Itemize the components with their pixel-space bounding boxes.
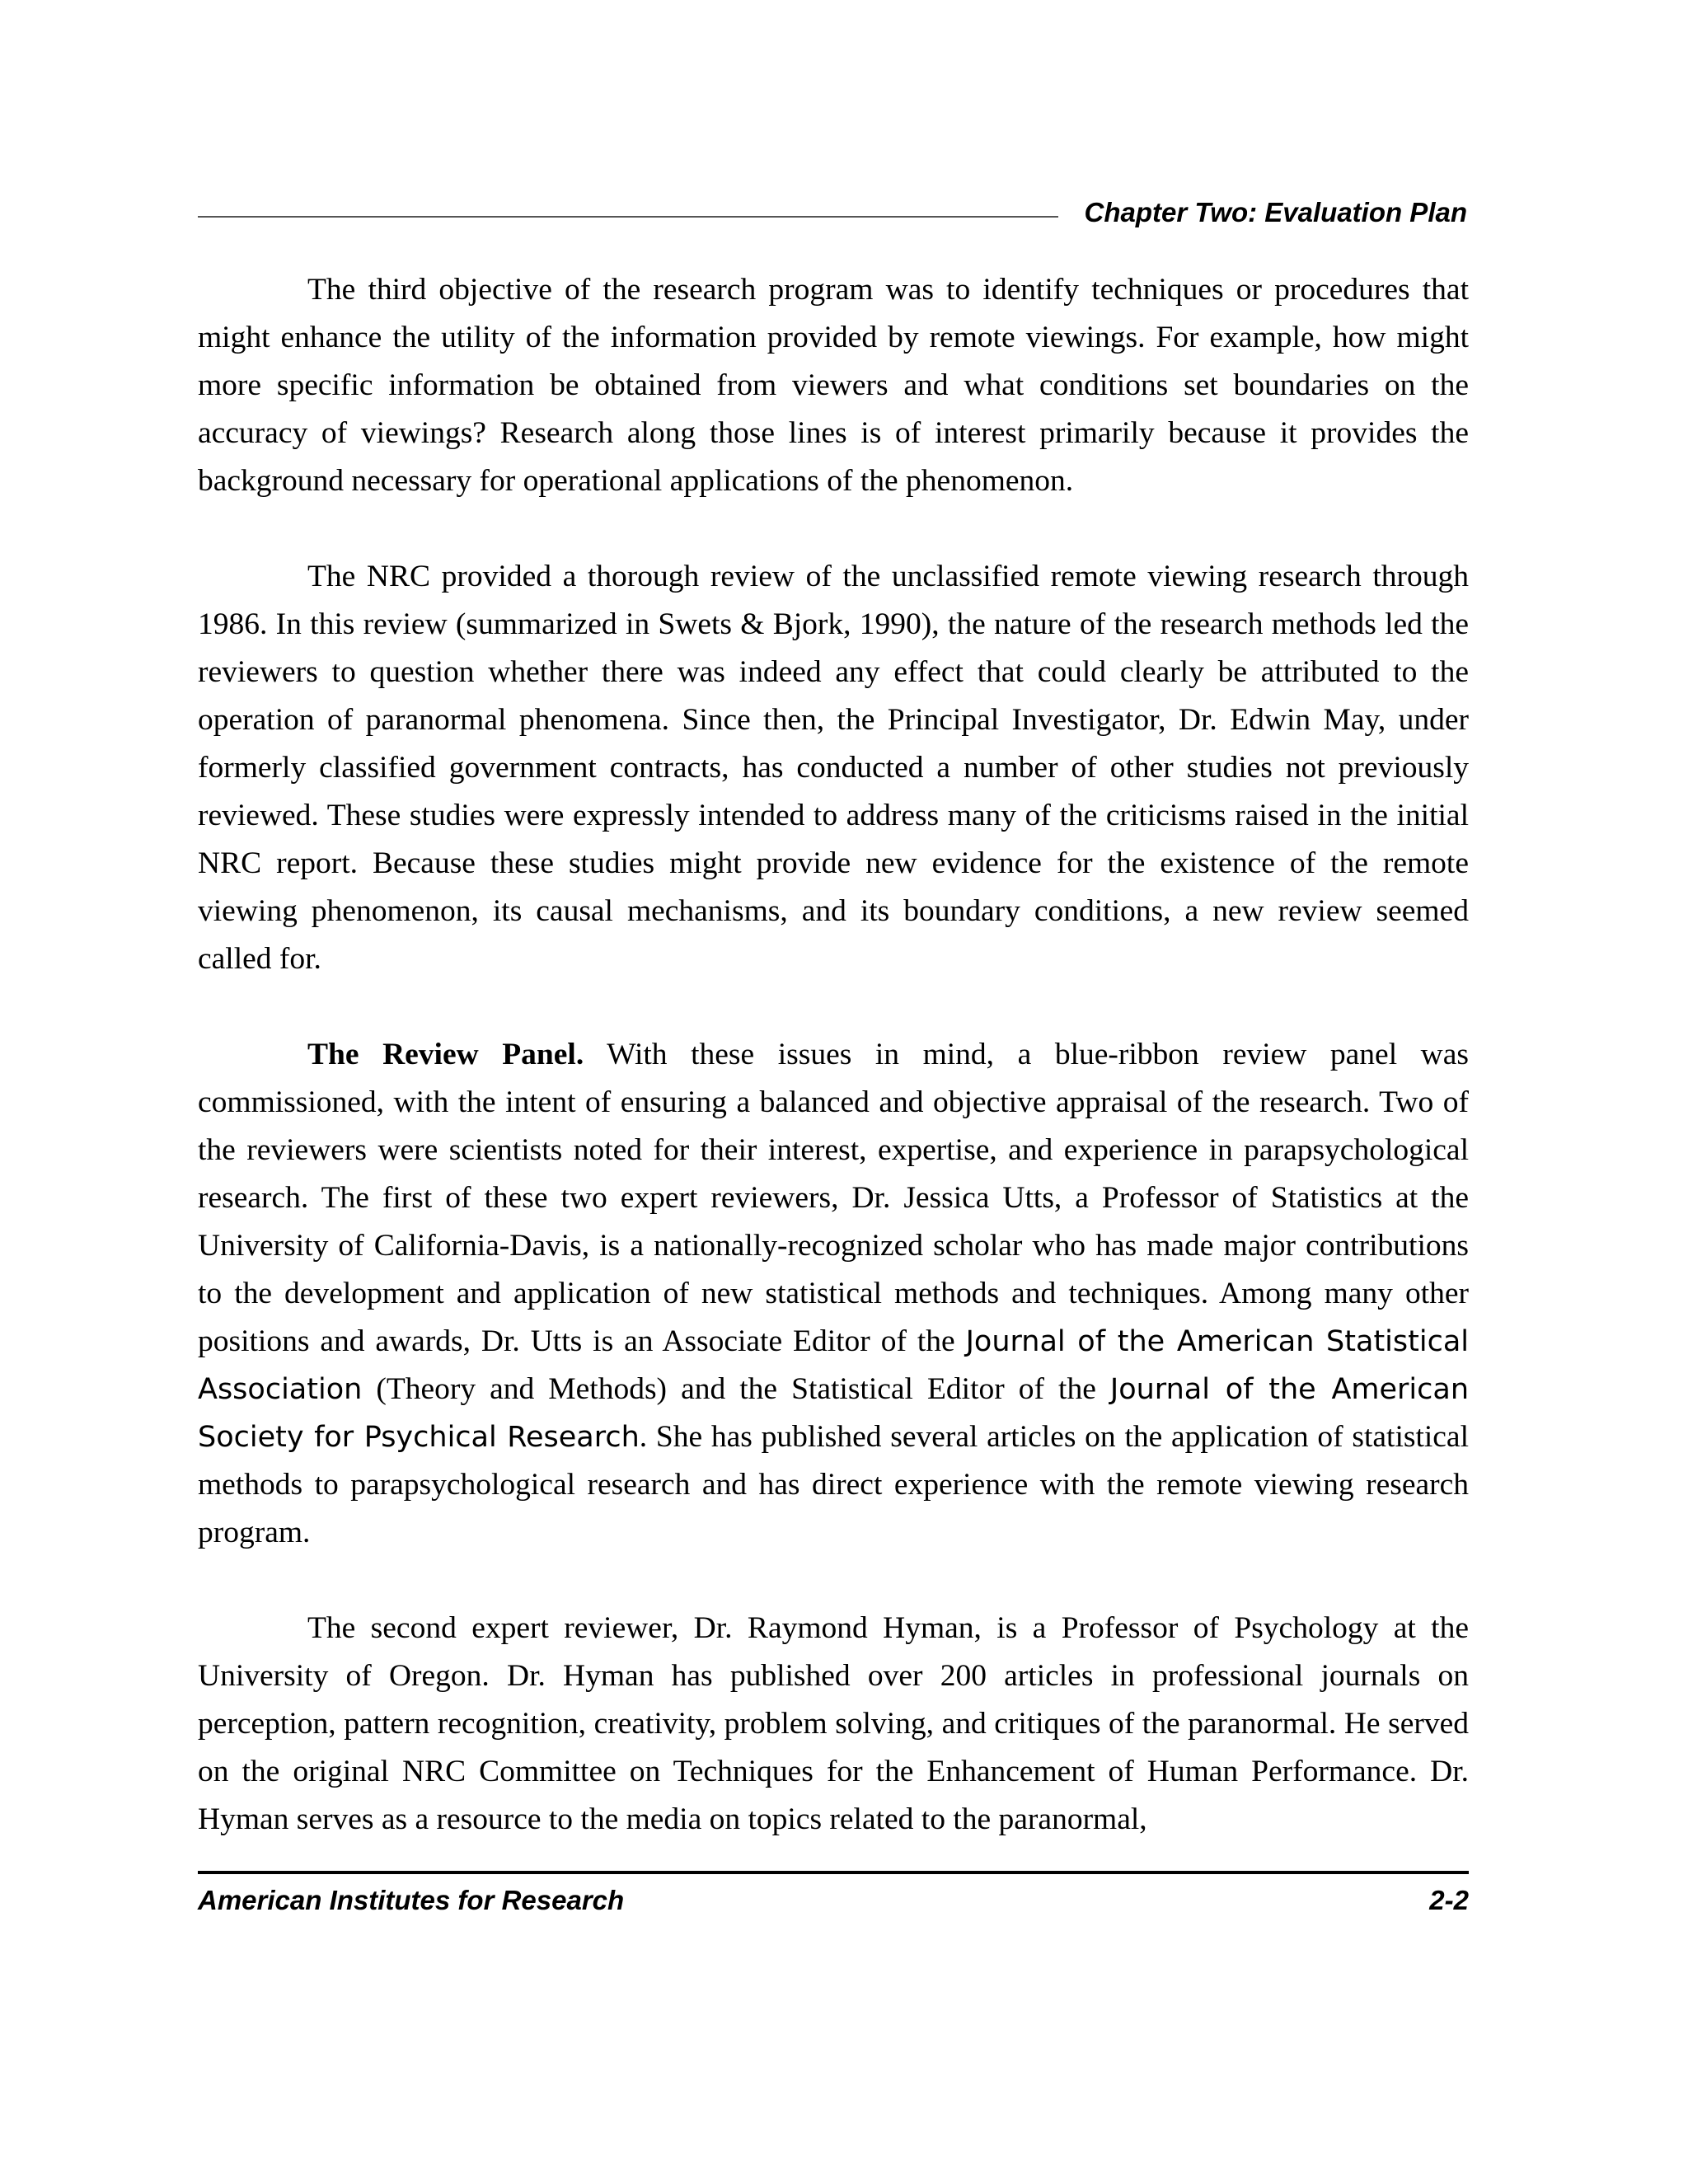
paragraph-second-reviewer: The second expert reviewer, Dr. Raymond Hyman, is a Professor of Psychology at the University of Oregon. Dr. Hyman has published over 200 articles in professional journals on perception, pattern recognition, creativity, problem solving, and critiques of the paranormal. He served on the original NRC Committee on Techniques for the Enhancement of Human Performance. Dr. Hyman serves as a resource to the media on topics related to the paranormal,: [198, 1611, 1469, 1836]
body-text: [198, 266, 1469, 1844]
footer-organization: American Institutes for Research: [198, 1885, 625, 1915]
paragraph-nrc-review: The NRC provided a thorough review of the unclassified remote viewing research through 1986. In this review (summarized in Swets & Bjork, 1990), the nature of the research methods led the reviewers to question whether there was indeed any effect that could clearly be attributed to the operation of paranormal phenomena. Since then, the Principal Investigator, Dr. Edwin May, under formerly classified government contracts, has conducted a number of other studies not previously reviewed. These studies were expressly intended to address many of the criticisms raised in the initial NRC report. Because these studies might provide new evidence for the existence of the remote viewing phenomenon, its causal mechanisms, and its boundary conditions, a new review seemed called for.: [198, 560, 1469, 976]
page-number: 2-2: [1429, 1885, 1469, 1915]
header-rule: [198, 216, 1058, 218]
chapter-title: Chapter Two: Evaluation Plan: [1084, 197, 1467, 227]
paragraph-third-objective: The third objective of the research program was to identify techniques or procedures that might enhance the utility of the information provided by remote viewings. For example, how might more specific information be obtained from viewers and what conditions set boundaries on the accuracy of viewings? Research along those lines is of interest primarily because it provides the background necessary for operational applications of the phenomenon.: [198, 273, 1469, 498]
footer-rule: [198, 1871, 1469, 1874]
text-segment: . She has published several articles on the application of statistical methods to parapsychological research and has direct experience with the remote viewing research program.: [198, 1420, 1469, 1549]
text-segment: (Theory and Methods) and the Statistical Editor of the: [362, 1372, 1110, 1406]
journal-title-jaspr: Journal of the American Society for Psychical Research: [198, 1373, 1470, 1454]
page-header: [198, 196, 1467, 229]
page-footer: [198, 1871, 1469, 1920]
review-panel-heading: The Review Panel.: [307, 1038, 584, 1071]
paragraph-review-panel: [198, 1031, 1469, 1557]
journal-title-jasa: Journal of the American Statistical Association: [198, 1325, 1469, 1406]
text-segment: With these issues in mind, a blue-ribbon review panel was commissioned, with the intent of ensuring a balanced and objective appraisal of the research. Two of the reviewers were scientists noted for their interest, expertise, and experience in parapsychological research. The first of these two expert reviewers, Dr. Jessica Utts, a Professor of Statistics at the University of California-Davis, is a nationally-recognized scholar who has made major contributions to the development and application of new statistical methods and techniques. Among many other positions and awards, Dr. Utts is an Associate Editor of the: [198, 1038, 1469, 1358]
